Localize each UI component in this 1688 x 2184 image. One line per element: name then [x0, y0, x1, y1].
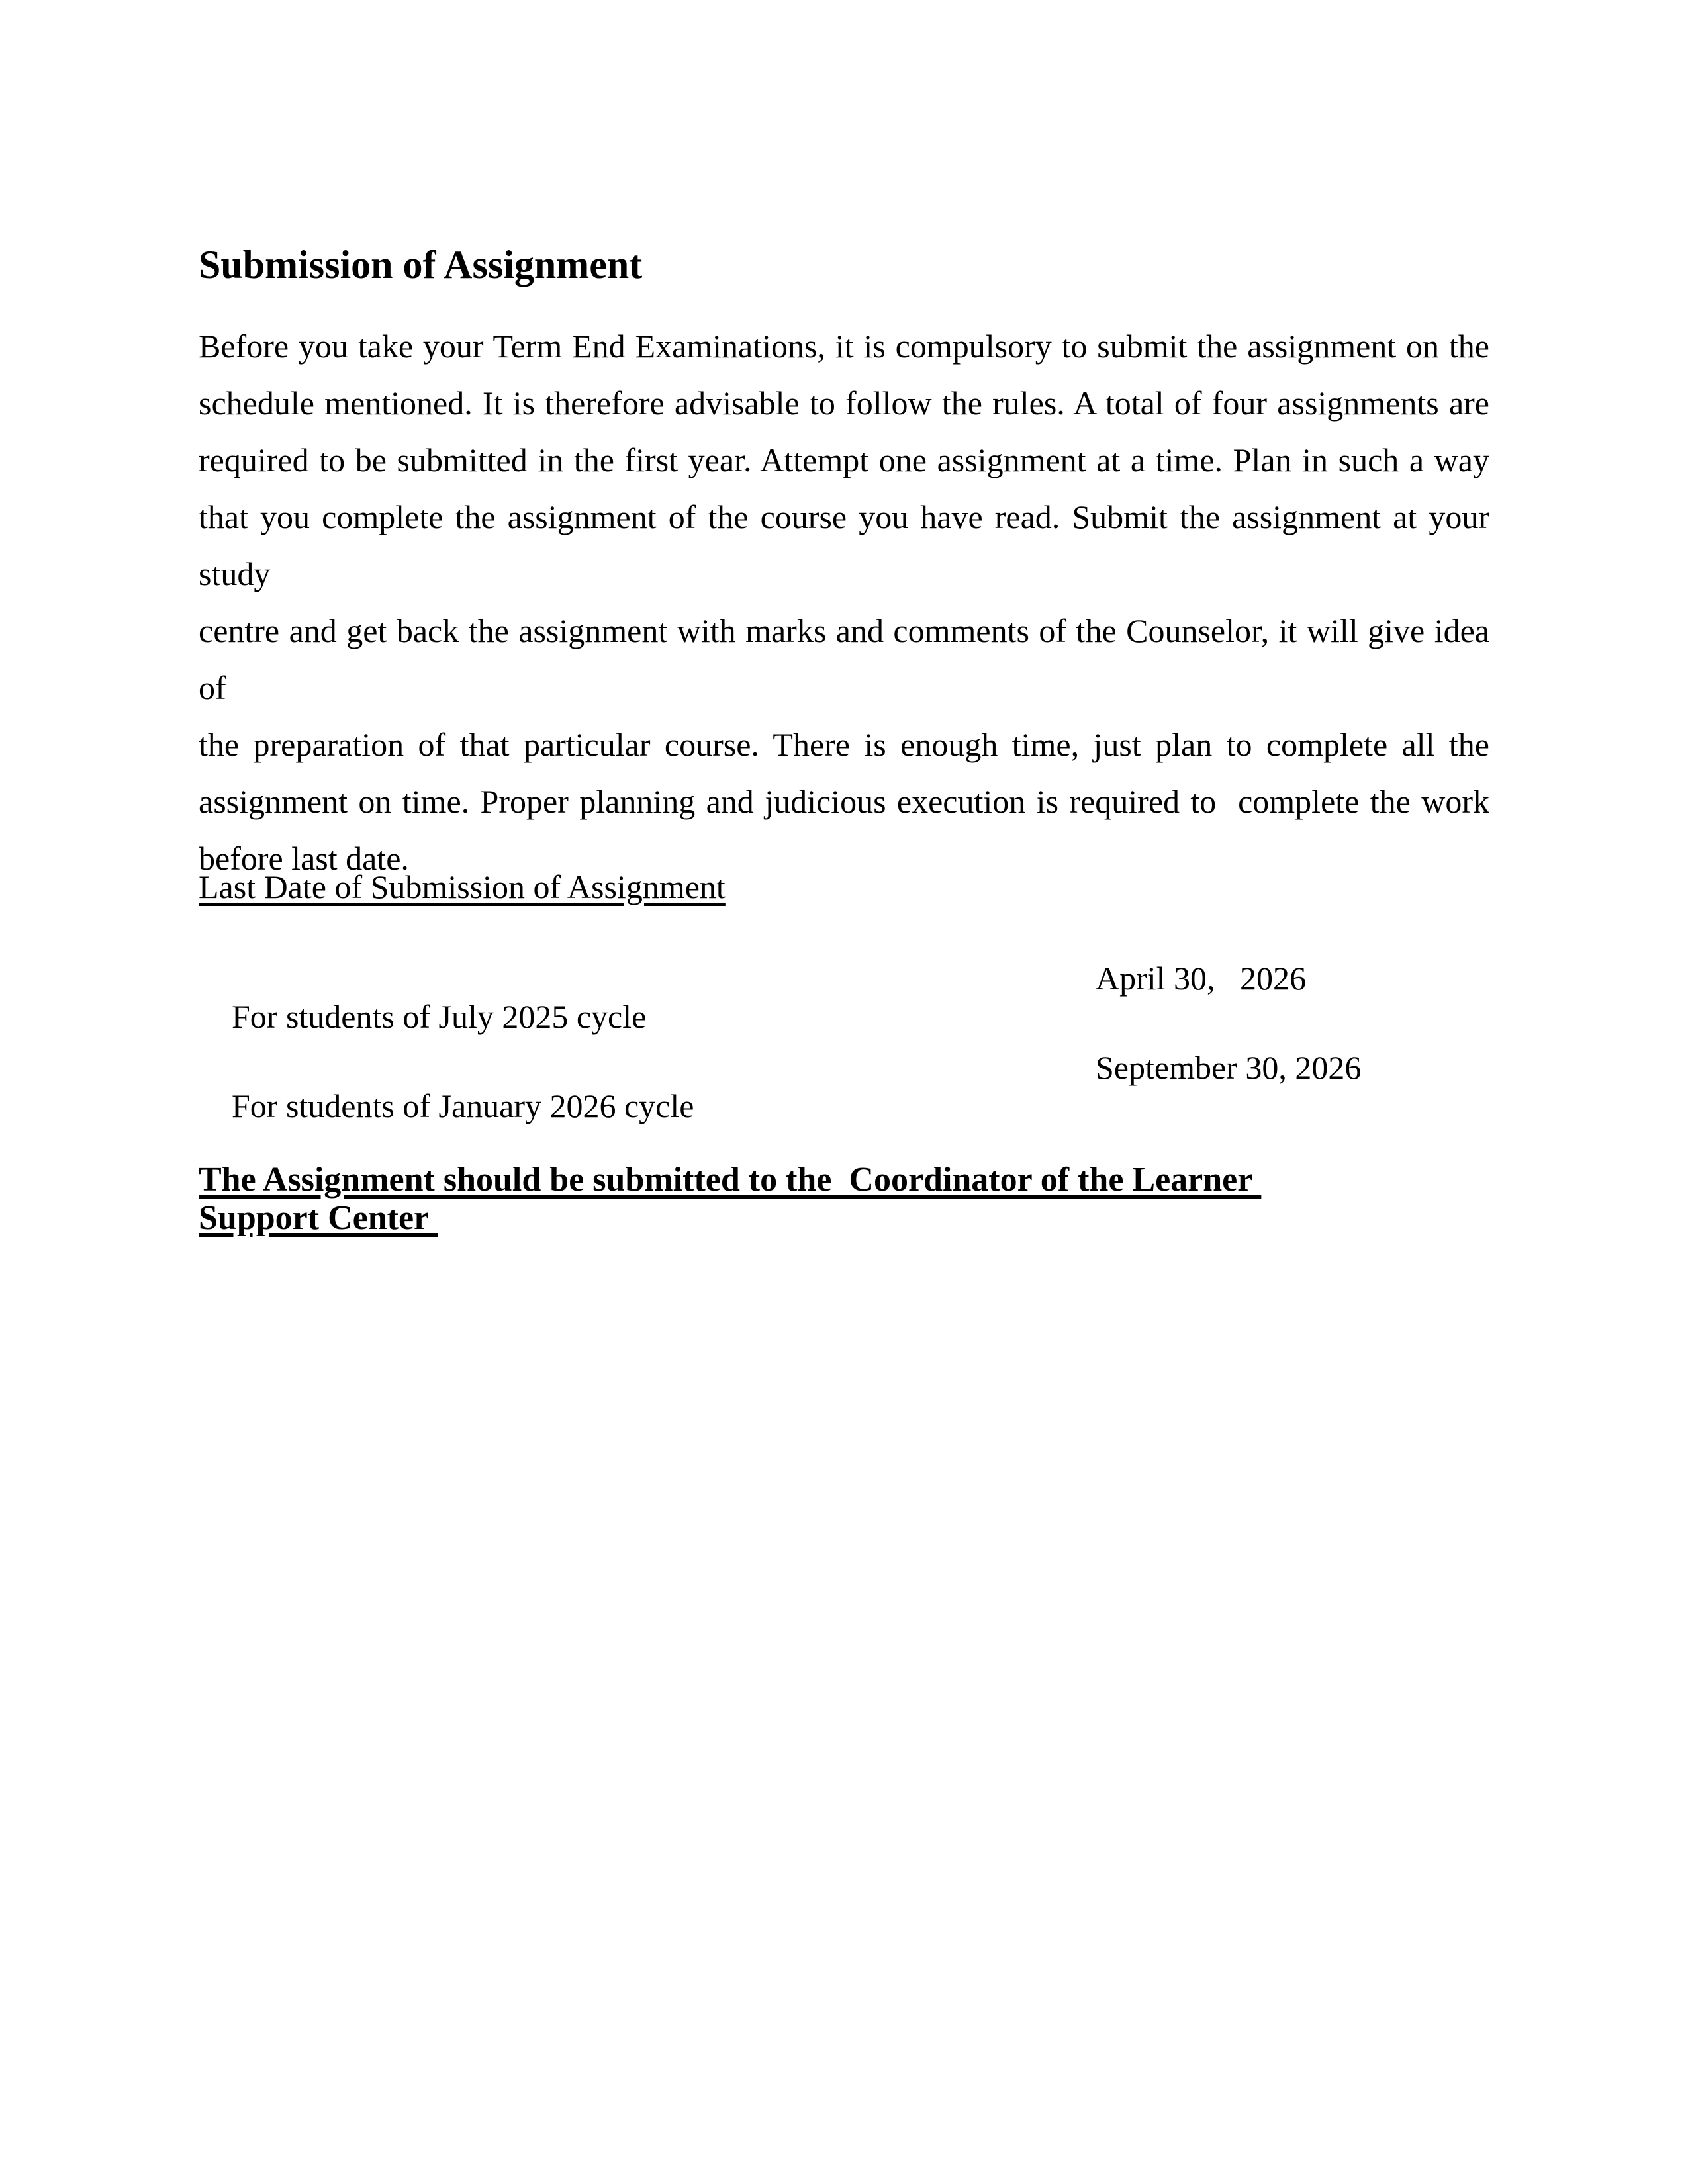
last-date-heading: Last Date of Submission of Assignment	[199, 868, 726, 905]
paragraph-line-3: required to be submitted in the first year. Attempt one assignment at a time. Plan in such a way	[199, 441, 1489, 478]
paragraph-line-7: assignment on time. Proper planning and judicious execution is required to complete the work	[199, 783, 1489, 820]
paragraph-line-5: centre and get back the assignment with marks and comments of the Counselor, it will give idea of	[199, 612, 1489, 706]
paragraph-line-2: schedule mentioned. It is therefore advisable to follow the rules. A total of four assignments are	[199, 385, 1489, 422]
due-date-july-2025: April 30, 2026	[1096, 960, 1307, 997]
paragraph-line-8: before last date.	[199, 840, 409, 877]
paragraph-line-4: that you complete the assignment of the course you have read. Submit the assignment at your study	[199, 498, 1489, 592]
paragraph-line-1: Before you take your Term End Examinations, it is compulsory to submit the assignment on the	[199, 328, 1489, 365]
cycle-label-july-2025: For students of July 2025 cycle	[232, 998, 647, 1035]
submission-note	[199, 1161, 1489, 1238]
cycle-label-january-2026: For students of January 2026 cycle	[232, 1087, 694, 1124]
submission-note-line-2: Support Center	[199, 1199, 438, 1237]
body-paragraph	[199, 318, 1489, 887]
due-date-january-2026: September 30, 2026	[1096, 1049, 1362, 1086]
submission-note-line-1: The Assignment should be submitted to the Coordinator of the Learner	[199, 1161, 1262, 1199]
paragraph-line-6: the preparation of that particular course. There is enough time, just plan to complete all the	[199, 726, 1489, 763]
page-title: Submission of Assignment	[199, 243, 643, 287]
